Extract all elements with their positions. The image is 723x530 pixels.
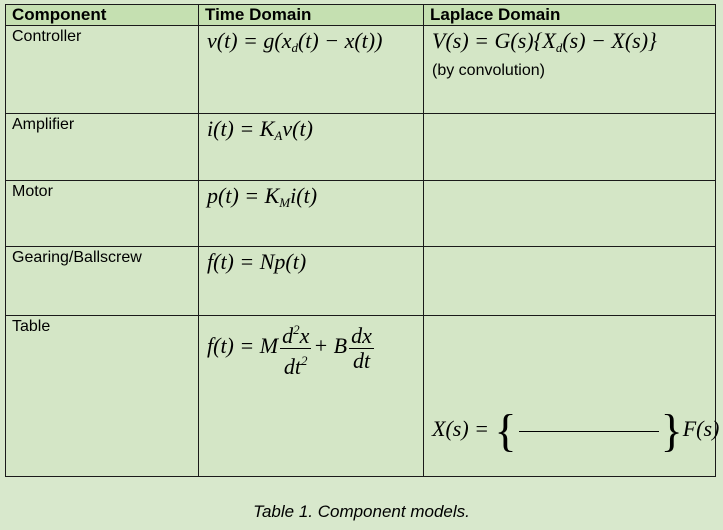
eq-table-laplace: X(s) = { }F(s) — [432, 405, 720, 456]
note-by-convolution: (by convolution) — [432, 62, 545, 80]
cell-time-controller — [199, 26, 424, 114]
cell-laplace-amplifier — [424, 114, 716, 181]
cell-component-table: Table — [6, 315, 199, 476]
row-amplifier — [6, 114, 716, 181]
cell-component-gearing: Gearing/Ballscrew — [6, 247, 199, 315]
eq-gearing-time: f(t) = Np(t) — [207, 249, 307, 275]
cell-time-motor — [199, 181, 424, 247]
cell-time-amplifier — [199, 114, 424, 181]
header-row — [6, 5, 716, 26]
row-gearing — [6, 247, 716, 315]
row-motor — [6, 181, 716, 247]
header-time-domain: Time Domain — [199, 5, 424, 26]
cell-component-motor: Motor — [6, 181, 199, 247]
eq-controller-laplace: $V(s) = G(s)\{X_d(s) - X(s)\}$ — [432, 28, 657, 56]
cell-component-controller: Controller — [6, 26, 199, 114]
table-caption: Table 1. Component models. — [253, 502, 470, 521]
row-table — [6, 315, 716, 476]
cell-laplace-table — [424, 315, 720, 476]
eq-amplifier-time: $i(t) = K_Av(t)$ — [207, 116, 313, 144]
cell-time-gearing — [199, 247, 424, 315]
header-laplace-domain: Laplace Domain — [424, 5, 716, 26]
cell-laplace-controller — [424, 26, 716, 114]
eq-controller-time: $v(t) = g(x_d(t) - x(t))$ — [207, 28, 383, 56]
cell-time-table — [199, 315, 424, 476]
header-component: Component — [6, 5, 199, 26]
cell-component-amplifier: Amplifier — [6, 114, 199, 181]
cell-laplace-motor — [424, 181, 716, 247]
row-controller — [6, 26, 716, 114]
transfer-function-blank — [519, 431, 659, 432]
component-models-table — [5, 4, 720, 477]
eq-motor-time: $p(t) = K_Mi(t)$ — [207, 183, 318, 211]
eq-table-time: f(t) = M $\frac{d^2x}{dt^2}$ + B $\frac{dx}{dt}$ — [207, 333, 376, 358]
cell-laplace-gearing — [424, 247, 716, 315]
